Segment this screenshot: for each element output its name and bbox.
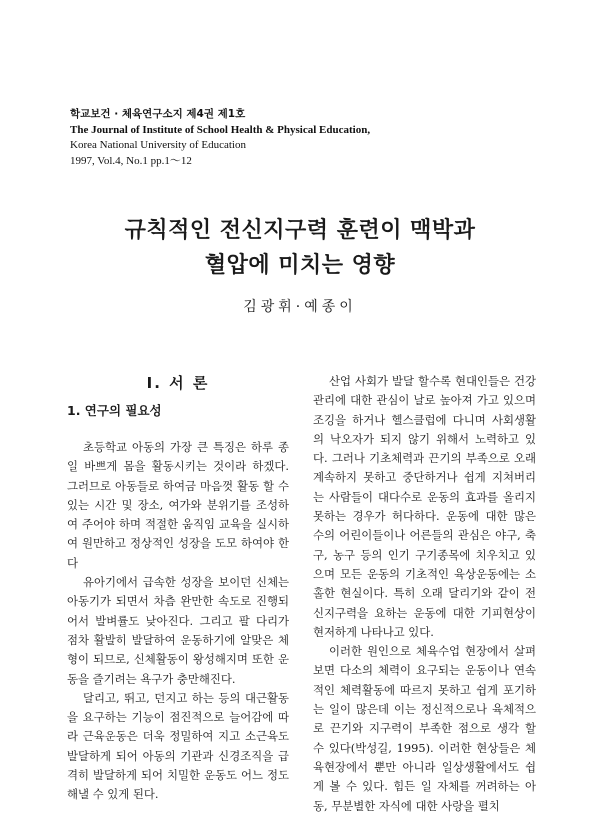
- body-paragraph: 달리고, 뛰고, 던지고 하는 등의 대근활동을 요구하는 기능이 점진적으로 늘어감에 따라 근육운동은 더욱 정밀하여 지고 소근육도 발달하게 되어 아동의 기관과 신경조직을 급격히 발달하게 되어 치밀한 운동도 어느 정도 해낼 수 있게 된다.: [67, 690, 289, 802]
- left-column: [67, 372, 289, 805]
- journal-institution: Korea National University of Education: [70, 139, 246, 151]
- right-column: [313, 372, 536, 816]
- body-paragraph: 산업 사회가 발달 할수록 현대인들은 건강 관리에 대한 관심이 날로 높아져 가고 있으며 조깅을 하거나 헬스클럽에 다니며 사회생활의 낙오자가 되지 않기 위해서 노력하고 있다. 그러나 기초체력과 끈기의 부족으로 오래 계속하지 못하고 중단하거나 쉽게 지쳐버리는 사람들이 대다수로 운동의 효과를 올리지 못하는 경우가 허다하다. 운동에 대한 많은 수의 어린이들이나 어른들의 관심은 야구, 축구, 농구 등의 인기 구기종목에 치우치고 있으며 모든 운동의 기초적인 육상운동에는 소홀한 현실이다. 특히 오래 달리기와 같이 전신지구력을 요하는 운동에 대한 기피현상이 현저하게 나타나고 있다.: [313, 374, 536, 639]
- journal-english-title: The Journal of Institute of School Health & Physical Education,: [70, 123, 371, 136]
- body-paragraph: 유아기에서 급속한 성장을 보이던 신체는 아동기가 되면서 차츰 완만한 속도로 진행되어서 발벼률도 낮아진다. 그리고 팔 다리가 점차 활발히 발달하여 운동하기에 알맞은 체형이 되므로, 신체활동이 왕성해지며 또한 운동을 즐기려는 욕구가 충만해진다.: [67, 575, 289, 686]
- paper-title: [0, 213, 600, 283]
- authors: 김광휘·예종이: [243, 299, 357, 315]
- subsection-heading: 1. 연구의 필요성: [67, 403, 162, 418]
- journal-volume-info: 1997, Vol.4, No.1 pp.1～12: [70, 154, 192, 167]
- journal-korean-title: 학교보건 · 체육연구소지 제4권 제1호: [70, 108, 246, 120]
- journal-info: [70, 107, 490, 169]
- body-paragraph: 초등학교 아동의 가장 큰 특징은 하루 종일 바쁘게 몸을 활동시키는 것이라 하겠다. 그러므로 아동들로 하여금 마음껏 활동 할 수 있는 시간 및 장소, 여가와 분위기를 조성하여 주어야 하며 적절한 움직임 교육을 실시하여 원만하고 정상적인 성장을 도모 하여야 한다: [67, 440, 289, 570]
- body-paragraph: 이러한 원인으로 체육수업 현장에서 살펴보면 다소의 체력이 요구되는 운동이나 연속적인 체력활동에 따르지 못하고 쉽게 포기하는 일이 많은데 이는 정신적으로나 육체적으로 끈기와 지구력이 부족한 점으로 생각 할 수 있다(박성길, 1995). 이러한 현상들은 체육현장에서 뿐만 아니라 일상생활에서도 쉽게 볼 수 있다. 힘든 일 자체를 꺼려하는 아동, 무분별한 자식에 대한 사랑을 펼치: [313, 644, 536, 813]
- paper-title-line-1: 규칙적인 전신지구력 훈련이 맥박과: [124, 218, 476, 243]
- section-heading-introduction: Ⅰ. 서 론: [146, 374, 210, 392]
- paper-title-line-2: 혈압에 미치는 영향: [204, 253, 396, 278]
